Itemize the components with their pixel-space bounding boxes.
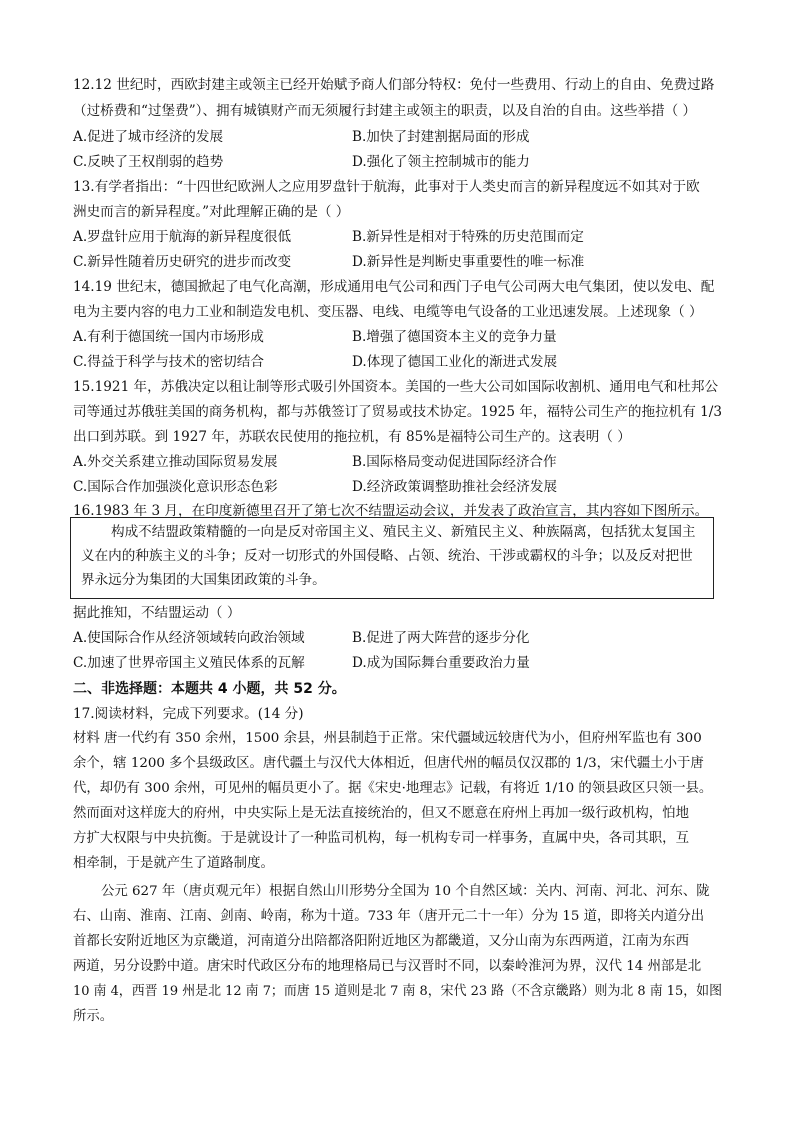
q14-option-d[interactable]: D.体现了德国工业化的渐进式发展 — [352, 354, 558, 370]
q16-option-d[interactable]: D.成为国际舞台重要政治力量 — [352, 655, 530, 671]
q14-option-c[interactable]: C.得益于科学与技术的密切结合 — [73, 354, 264, 370]
q16-stem: 16.1983 年 3 月，在印度新德里召开了第七次不结盟运动会议，并发表了政治宣言，其内容如下图所示。 — [73, 503, 709, 519]
q17-para1-line-3: 代，却仍有 300 余州，可见州的幅员更小了。据《宋史·地理志》记载，有将近 1/10 的领县政区只领一县。 — [73, 781, 713, 796]
q12-option-d[interactable]: D.强化了领主控制城市的能力 — [352, 154, 530, 170]
q17-para2-line-1: 公元 627 年（唐贞观元年）根据自然山川形势分全国为 10 个自然区域：关内、河南、河北、河东、陇 — [101, 884, 710, 899]
q17-para1-line-4: 然而面对这样庞大的府州，中央实际上是无法直接统治的，但又不愿意在府州上再加一级行政机构，怕地 — [73, 806, 689, 821]
q12-stem-line-1: 12.12 世纪时，西欧封建主或领主已经开始赋予商人们部分特权：免付一些费用、行动上的自由、免费过路 — [73, 77, 715, 93]
q16-quote-line-2: 义在内的种族主义的斗争；反对一切形式的外国侵略、占领、统治、干涉或霸权的斗争；以及反对把世 — [81, 548, 693, 564]
q14-option-b[interactable]: B.增强了德国资本主义的竞争力量 — [352, 329, 557, 345]
q15-option-a[interactable]: A.外交关系建立推动国际贸易发展 — [73, 454, 278, 470]
q17-para1-line-6: 相牵制，于是就产生了道路制度。 — [73, 856, 274, 871]
q17-intro: 17.阅读材料，完成下列要求。(14 分) — [73, 706, 304, 722]
q16-ask: 据此推知，不结盟运动（ ） — [73, 605, 241, 621]
q12-stem-line-2: （过桥费和“过堡费”）、拥有城镇财产而无须履行封建主或领主的职责，以及自治的自由。这些举措（ ） — [73, 103, 697, 119]
q17-para1-line-1: 材料 唐一代约有 350 余州，1500 余县，州县制趋于正常。宋代疆域远较唐代为小，但府州军监也有 300 — [73, 731, 702, 746]
q17-para2-line-6: 所示。 — [73, 1009, 114, 1024]
q14-option-a[interactable]: A.有利于德国统一国内市场形成 — [73, 329, 264, 345]
section-2-title: 二、非选择题：本题共 4 小题，共 52 分。 — [73, 681, 346, 697]
q13-option-c[interactable]: C.新异性随着历史研究的进步而改变 — [73, 254, 292, 270]
q14-stem-line-2: 电为主要内容的电力工业和制造发电机、变压器、电线、电缆等电气设备的工业迅速发展。上述现象（ ） — [73, 304, 703, 320]
q16-quote-line-3: 界永远分为集团的大国集团政策的斗争。 — [81, 572, 326, 588]
q15-option-b[interactable]: B.国际格局变动促进国际经济合作 — [352, 454, 557, 470]
q17-para2-line-5: 10 南 4，西晋 19 州是北 12 南 7；而唐 15 道则是北 7 南 8，宋代 23 路（不含京畿路）则为北 8 南 15，如图 — [73, 984, 723, 999]
q12-option-a[interactable]: A.促进了城市经济的发展 — [73, 129, 224, 145]
q16-quote-box — [70, 517, 714, 599]
q17-para1-line-2: 余个，辖 1200 多个县级政区。唐代疆土与汉代大体相近，但唐代州的幅员仅汉郡的 1/3，宋代疆土小于唐 — [73, 756, 704, 771]
q12-option-b[interactable]: B.加快了封建割据局面的形成 — [352, 129, 530, 145]
q16-option-b[interactable]: B.促进了两大阵营的逐步分化 — [352, 630, 530, 646]
q12-option-c[interactable]: C.反映了王权削弱的趋势 — [73, 154, 224, 170]
q13-stem-line-1: 13.有学者指出：“十四世纪欧洲人之应用罗盘针于航海，此事对于人类史而言的新异程度远不如其对于欧 — [73, 179, 700, 195]
q15-option-d[interactable]: D.经济政策调整助推社会经济发展 — [352, 479, 558, 495]
q16-quote-line-1: 构成不结盟政策精髓的一向是反对帝国主义、殖民主义、新殖民主义、种族隔离，包括犹太复国主 — [111, 524, 696, 540]
q15-stem-line-3: 出口到苏联。到 1927 年，苏联农民使用的拖拉机，有 85%是福特公司生产的。这表明（ ） — [73, 429, 631, 445]
q17-para2-line-4: 两道，另分设黔中道。唐宋时代政区分布的地理格局已与汉晋时不同，以秦岭淮河为界，汉代 14 州部是北 — [73, 959, 702, 974]
q16-option-a[interactable]: A.使国际合作从经济领域转向政治领域 — [73, 630, 305, 646]
q13-stem-line-2: 洲史而言的新异程度。”对此理解正确的是（ ） — [73, 204, 350, 220]
q15-stem-line-2: 司等通过苏俄驻美国的商务机构，都与苏俄签订了贸易或技术协定。1925 年，福特公司生产的拖拉机有 1/3 — [73, 404, 723, 420]
q13-option-a[interactable]: A.罗盘针应用于航海的新异程度很低 — [73, 229, 292, 245]
q16-option-c[interactable]: C.加速了世界帝国主义殖民体系的瓦解 — [73, 655, 305, 671]
q17-para1-line-5: 方扩大权限与中央抗衡。于是就设计了一种监司机构，每一机构专司一样事务，直属中央，各司其职，互 — [73, 831, 689, 846]
q14-stem-line-1: 14.19 世纪末，德国掀起了电气化高潮，形成通用电气公司和西门子电气公司两大电气集团，使以发电、配 — [73, 279, 715, 295]
q17-para2-line-3: 首都长安附近地区为京畿道，河南道分出陪都洛阳附近地区为都畿道，又分山南为东西两道，江南为东西 — [73, 934, 689, 949]
q15-stem-line-1: 15.1921 年，苏俄决定以租让制等形式吸引外国资本。美国的一些大公司如国际收割机、通用电气和杜邦公 — [73, 379, 719, 395]
q13-option-b[interactable]: B.新异性是相对于特殊的历史范围而定 — [352, 229, 584, 245]
q13-option-d[interactable]: D.新异性是判断史事重要性的唯一标准 — [352, 254, 585, 270]
q15-option-c[interactable]: C.国际合作加强淡化意识形态色彩 — [73, 479, 278, 495]
q17-para2-line-2: 右、山南、淮南、江南、剑南、岭南，称为十道。733 年（唐开元二十一年）分为 15 道，即将关内道分出 — [73, 909, 705, 924]
